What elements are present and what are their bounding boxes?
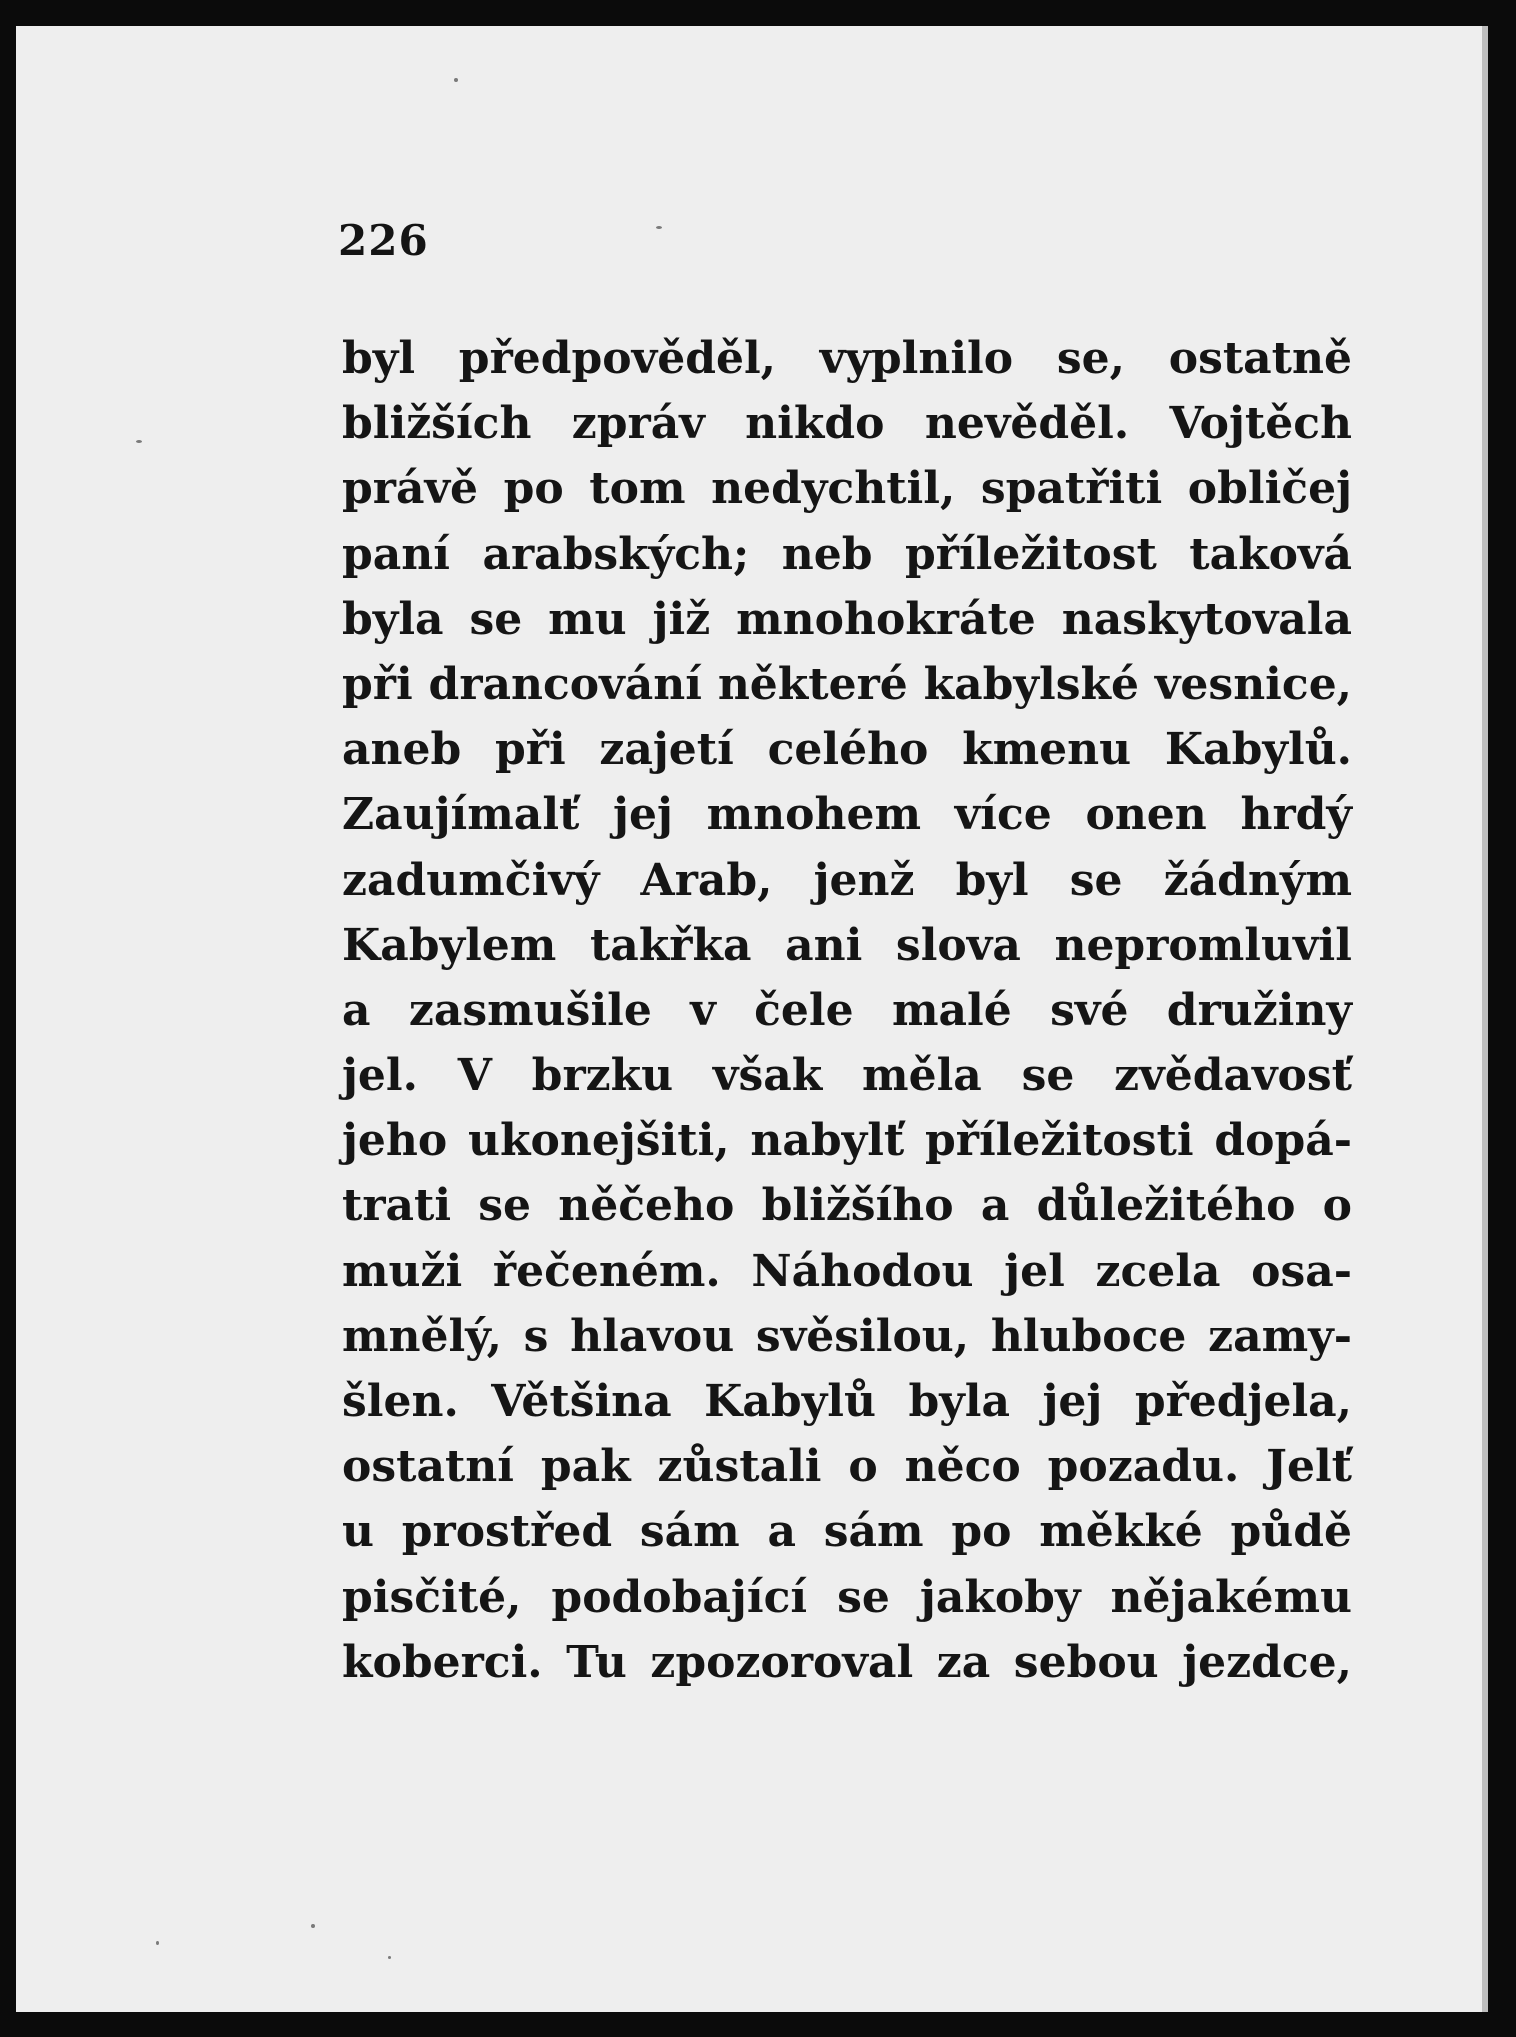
text-line: byla se mu již mnohokráte naskytovala [342,593,1352,645]
text-line: byl předpověděl, vyplnilo se, ostatně [342,333,1352,384]
text-line: a zasmušile v čele malé své družiny [342,984,1352,1036]
text-line: bližších zpráv nikdo nevěděl. Vojtěch [342,398,1352,450]
text-line: mnělý, s hlavou svěsilou, hluboce zamy- [342,1310,1352,1362]
scan-speck [454,78,458,82]
text-line: právě po tom nedychtil, spatřiti obličej [342,463,1352,515]
text-line: trati se něčeho bližšího a důležitého o [342,1180,1352,1232]
scan-speck [388,1956,391,1959]
text-line: Zaujímalť jej mnohem více onen hrdý [342,789,1352,841]
text-line: ostatní pak zůstali o něco pozadu. Jelť [342,1441,1352,1493]
text-line: jeho ukonejšiti, nabylť příležitosti dopá- [342,1115,1352,1167]
page-edge [1482,26,1488,2012]
text-line: koberci. Tu zpozoroval za sebou jezdce, [342,1636,1352,1688]
scan-speck [656,226,662,229]
text-line: Kabylem takřka ani slova nepromluvil [342,919,1352,971]
text-line: pisčité, podobající se jakoby nějakému [342,1571,1352,1623]
text-line: paní arabských; neb příležitost taková [342,528,1352,580]
scan-speck [156,1941,159,1945]
text-line: šlen. Většina Kabylů byla jej předjela, [342,1376,1352,1427]
scan-speck [136,440,142,443]
page-number: 226 [338,216,429,265]
text-line: zadumčivý Arab, jenž byl se žádným [342,854,1352,906]
scan-speck [311,1924,315,1928]
text-line: u prostřed sám a sám po měkké půdě [342,1506,1352,1558]
text-line: muži řečeném. Náhodou jel zcela osa- [342,1245,1352,1297]
text-line: jel. V brzku však měla se zvědavosť [342,1050,1352,1102]
text-line: při drancování některé kabylské vesnice, [342,658,1352,710]
book-page [16,26,1482,2012]
body-text [342,326,1352,1695]
text-line: aneb při zajetí celého kmenu Kabylů. [342,724,1352,776]
